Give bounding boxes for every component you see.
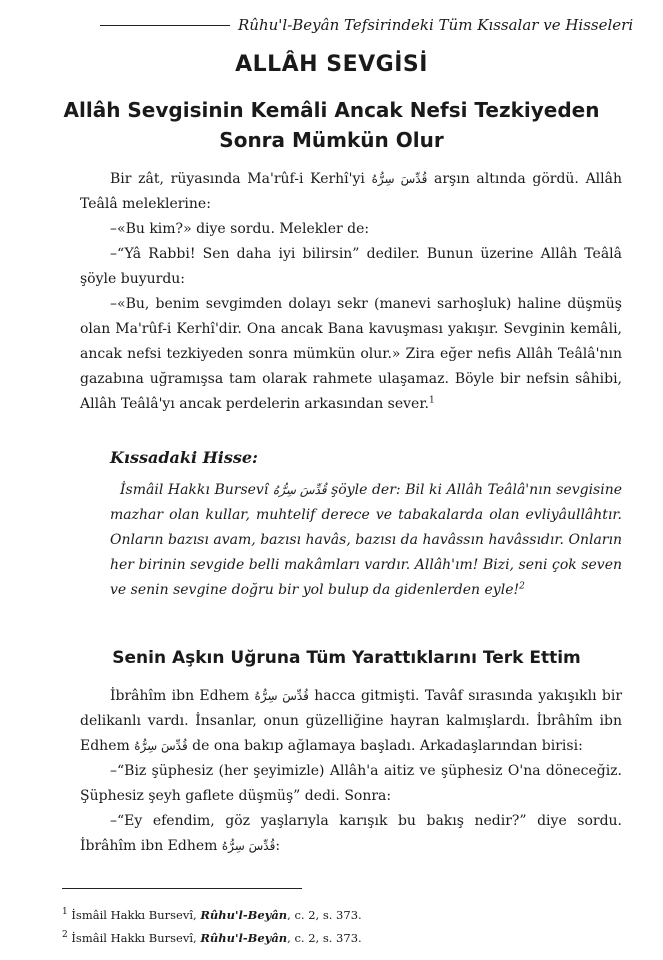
story-2-paragraph-1: İbrâhîm ibn Edhem قُدِّسَ سِرُّهُ hacca gitmişti. Tavâf sırasında yakışıklı bir delikanlı vardı. İnsanlar, onun güzelliğine hayran kalmışlardı. İbrâhîm ibn Edhem قُدِّسَ سِرُّهُ de ona bakıp ağlamaya başladı. Arkadaşlarından birisi: bbox=[80, 688, 623, 754]
story-2-paragraph-3: –“Ey efendim, göz yaşlarıyla karışık bu bakış nedir?” diye sordu. İbrâhîm ibn Edhem قُدِّسَ سِرُّهُ: bbox=[80, 813, 622, 854]
section-title-2: Senin Aşkın Uğruna Tüm Yarattıklarını Terk Ettim bbox=[112, 648, 581, 668]
story-1-paragraph-2: –«Bu kim?» diye sordu. Melekler de: bbox=[110, 221, 370, 237]
header-rule bbox=[100, 25, 230, 26]
footnote-2: $^2$ İsmâil Hakkı Bursevî, Rûhu'l-Beyân, c. 2, s. 373. bbox=[62, 930, 362, 945]
story-1-paragraph-1: Bir zât, rüyasında Ma'rûf-i Kerhî'yi قُدِّسَ سِرُّهُ arşın altında gördü. Allâh Teâlâ meleklerine: bbox=[80, 171, 623, 212]
running-header bbox=[100, 12, 634, 38]
story-1-paragraph-3: –“Yâ Rabbi! Sen daha iyi bilirsin” dediler. Bunun üzerine Allâh Teâlâ şöyle buyurdu: bbox=[80, 246, 622, 287]
honorific-glyph: قُدِّسَ سِرُّهُ bbox=[371, 172, 428, 186]
section-title-1 bbox=[40, 95, 623, 155]
footnote-ref-1[interactable]: 1 bbox=[428, 395, 435, 406]
running-title: Rûhu'l-Beyân Tefsirindeki Tüm Kıssalar ve Hisseleri bbox=[238, 16, 634, 34]
story-1 bbox=[80, 167, 622, 417]
hisse-heading: Kıssadaki Hisse: bbox=[110, 448, 258, 467]
section-title-1-line2: Sonra Mümkün Olur bbox=[219, 128, 444, 152]
section-title-1-line1: Allâh Sevgisinin Kemâli Ancak Nefsi Tezkiyeden bbox=[63, 98, 600, 122]
footnote-rule bbox=[62, 888, 302, 889]
chapter-title: ALLÂH SEVGİSİ bbox=[235, 52, 428, 77]
story-2 bbox=[80, 684, 622, 859]
story-1-paragraph-4: –«Bu, benim sevgimden dolayı sekr (manevi sarhoşluk) haline düşmüş olan Ma'rûf-i Kerhî'dir. Ona ancak Bana kavuşması yakışır. Sevginin kemâli, ancak nefsi tezkiyeden sonra mümkün olur.» Zira eğer nefis Allâh Teâlâ'nın gazabına uğramışsa tam olarak rahmete ulaşamaz. Böyle bir nefsin sâhibi, Allâh Teâlâ'yı ancak perdelerin arkasından sever.$^1$ bbox=[80, 296, 622, 412]
honorific-glyph: قُدِّسَ سِرُّهُ bbox=[254, 689, 309, 703]
honorific-glyph: قُدِّسَ سِرُّهُ bbox=[272, 483, 327, 497]
honorific-glyph: قُدِّسَ سِرُّهُ bbox=[134, 739, 188, 753]
footnote-ref-2[interactable]: 2 bbox=[519, 581, 525, 592]
honorific-glyph: قُدِّسَ سِرُّهُ bbox=[221, 839, 276, 853]
hisse-text bbox=[110, 478, 622, 603]
footnotes bbox=[62, 904, 622, 950]
story-2-paragraph-2: –“Biz şüphesiz (her şeyimizle) Allâh'a aitiz ve şüphesiz O'na döneceğiz. Şüphesiz şeyh gaflete düşmüş” dedi. Sonra: bbox=[80, 763, 622, 804]
hisse-paragraph: İsmâil Hakkı Bursevî قُدِّسَ سِرُّهُ şöyle der: Bil ki Allâh Teâlâ'nın sevgisine mazhar olan kullar, muhtelif derece ve tabakalarda olan evliyâullâhtır. Onların bazısı avam, bazısı havâs, bazısı da havâssın havâssıdır. Onların her birinin sevgide belli makâmları vardır. Allâh'ım! Bizi, seni çok seven ve senin sevgine doğru bir yol bulup da gidenlerden eyle!$^2$ bbox=[110, 482, 623, 598]
footnote-1: $^1$ İsmâil Hakkı Bursevî, Rûhu'l-Beyân, c. 2, s. 373. bbox=[62, 907, 362, 922]
